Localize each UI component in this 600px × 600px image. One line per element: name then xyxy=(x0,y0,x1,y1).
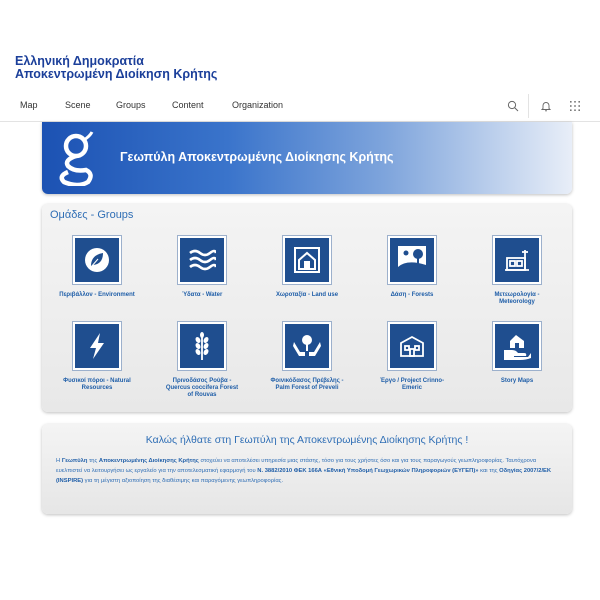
group-label: Έργο / Project Crinno-Emeric xyxy=(379,378,445,391)
group-label: Ύδατα - Water xyxy=(181,292,223,298)
welcome-text-bold: Ν. 3882/2010 ΦΕΚ 166Α «Εθνική Υποδομή Γεωχωρικών Πληροφοριών (ΕΥΓΕΠ)» xyxy=(257,468,479,474)
organization-brand[interactable] xyxy=(15,55,217,81)
portal-banner xyxy=(42,122,572,194)
org-name-line2: Αποκεντρωμένη Διοίκηση Κρήτης xyxy=(15,67,218,81)
groups-title: Ομάδες - Groups xyxy=(50,209,134,221)
org-name-line1: Ελληνική Δημοκρατία xyxy=(15,54,144,68)
banner-title: Γεωπύλη Αποκεντρωμένης Διοίκησης Κρήτης xyxy=(120,150,394,164)
group-label: Μετεωρολογία - Meteorology xyxy=(494,292,540,305)
weather-station-icon xyxy=(493,236,541,284)
groups-panel xyxy=(42,204,572,412)
group-label: Χωροταξία - Land use xyxy=(275,292,339,298)
group-label: Φοινικόδασος Πρέβελης - Palm Forest of Preveli xyxy=(270,378,344,391)
bell-icon[interactable] xyxy=(538,98,554,114)
toolbar-divider xyxy=(528,94,529,118)
welcome-text-bold: Αποκεντρωμένης Διοίκησης Κρήτης xyxy=(98,458,199,464)
welcome-text-part: Η xyxy=(56,458,62,464)
welcome-text-bold: Οδηγίας 2007/2/ΕΚ (INSPIRE) xyxy=(56,468,552,484)
welcome-text-part: στοχεύει να αποτελέσει υπηρεσία μιας στάσης, τόσο για τους χρήστες όσο και για τους παραγωγούς γεωπληροφορίας. Ταυτόχρονα ευελπιστεί να λειτουργήσει ως εργαλείο για την αποτελεσματική εφαρμογή του xyxy=(56,458,537,474)
wheat-icon xyxy=(178,322,226,370)
group-label: Story Maps xyxy=(500,378,534,384)
group-label: Περιβάλλον - Environment xyxy=(59,292,135,298)
welcome-text-bold: Γεωπύλη xyxy=(61,458,88,464)
apps-grid-icon[interactable] xyxy=(567,98,583,114)
water-waves-icon xyxy=(178,236,226,284)
nav-content[interactable]: Content xyxy=(172,100,204,110)
leaf-icon xyxy=(73,236,121,284)
group-label: Φυσικοί πόροι - Natural Resources xyxy=(63,378,131,391)
forest-icon xyxy=(388,236,436,284)
nav-groups[interactable]: Groups xyxy=(116,100,146,110)
hands-tree-icon xyxy=(283,322,331,370)
building-icon xyxy=(388,322,436,370)
group-label: Πρινοδάσος Ρούβα - Quercus coccifera Forest of Rouvas xyxy=(165,378,239,398)
welcome-text-part: για τη μέγιστη αξιοποίηση της διαθέσιμης και παραγόμενης γεωπληροφορίας. xyxy=(83,478,284,484)
nav-organization[interactable]: Organization xyxy=(232,100,284,110)
nav-map[interactable]: Map xyxy=(20,100,38,110)
welcome-text-part: της xyxy=(87,458,99,464)
hand-house-icon xyxy=(493,322,541,370)
nav-scene[interactable]: Scene xyxy=(65,100,91,110)
search-icon[interactable] xyxy=(505,98,521,114)
geoportal-g-logo xyxy=(56,130,96,186)
house-plan-icon xyxy=(283,236,331,284)
top-navigation xyxy=(0,92,600,122)
group-label: Δάση - Forests xyxy=(390,292,434,298)
welcome-description xyxy=(56,456,561,486)
lightning-icon xyxy=(73,322,121,370)
welcome-title: Καλώς ήλθατε στη Γεωπύλη της Αποκεντρωμένης Διοίκησης Κρήτης ! xyxy=(145,434,469,446)
welcome-text-part: και της xyxy=(478,468,500,474)
welcome-panel xyxy=(42,424,572,514)
